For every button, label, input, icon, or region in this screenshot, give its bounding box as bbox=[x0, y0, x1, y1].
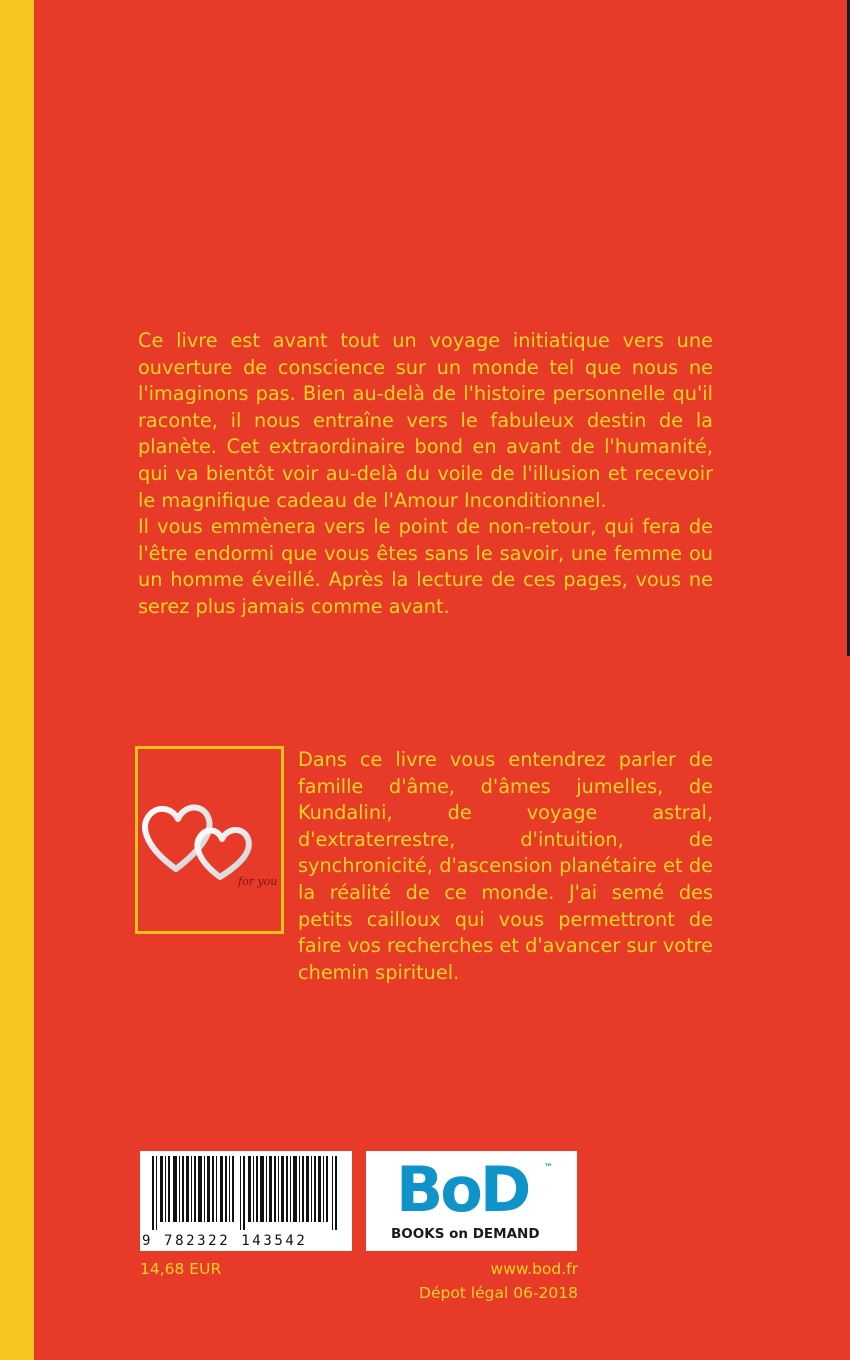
bod-tagline: BOOKS on DEMAND bbox=[391, 1226, 540, 1242]
blurb-paragraph-1: Ce livre est avant tout un voyage initiatique vers une ouverture de conscience sur un monde tel que nous ne l'imaginons pas. Bien au-delà de l'histoire personnelle qu'il raconte, il nous entraîne vers le fabuleux destin de la planète. Cet extraordinaire bond en avant de l'humanité, qui va bientôt voir au-delà du voile de l'illusion et recevoir le magnifique cadeau de l'Amour Inconditionnel. bbox=[138, 329, 713, 512]
hearts-cover-thumbnail bbox=[135, 746, 284, 934]
bod-logo: BoD bbox=[396, 1153, 529, 1226]
price: 14,68 EUR bbox=[140, 1260, 222, 1278]
barcode-icon bbox=[148, 1156, 344, 1230]
trademark-symbol: ™ bbox=[544, 1163, 553, 1173]
book-spine bbox=[0, 0, 34, 1360]
isbn-barcode bbox=[140, 1151, 352, 1251]
blurb-paragraph-2: Il vous emmènera vers le point de non-retour, qui fera de l'être endormi que vous êtes sans le savoir, une femme ou un homme éveillé. Après la lecture de ces pages, vous ne serez plus jamais comme avant. bbox=[138, 515, 713, 618]
topics-paragraph: Dans ce livre vous entendrez parler de famille d'âme, d'âmes jumelles, de Kundalini, de voyage astral, d'extraterrestre, d'intuition, de synchronicité, d'ascension planétaire et de la réalité de ce monde. J'ai semé des petits cailloux qui vous permettront de faire vos recherches et d'avancer sur votre chemin spirituel. bbox=[298, 748, 713, 984]
isbn-number: 9 782322 143542 bbox=[142, 1233, 308, 1249]
legal-deposit: Dépot légal 06-2018 bbox=[419, 1284, 578, 1302]
publisher-website: www.bod.fr bbox=[490, 1260, 578, 1278]
bod-logo-box bbox=[366, 1151, 577, 1251]
thumbnail-caption: for you bbox=[238, 875, 278, 888]
back-cover-blurb bbox=[138, 328, 713, 621]
hearts-icon bbox=[138, 749, 281, 931]
